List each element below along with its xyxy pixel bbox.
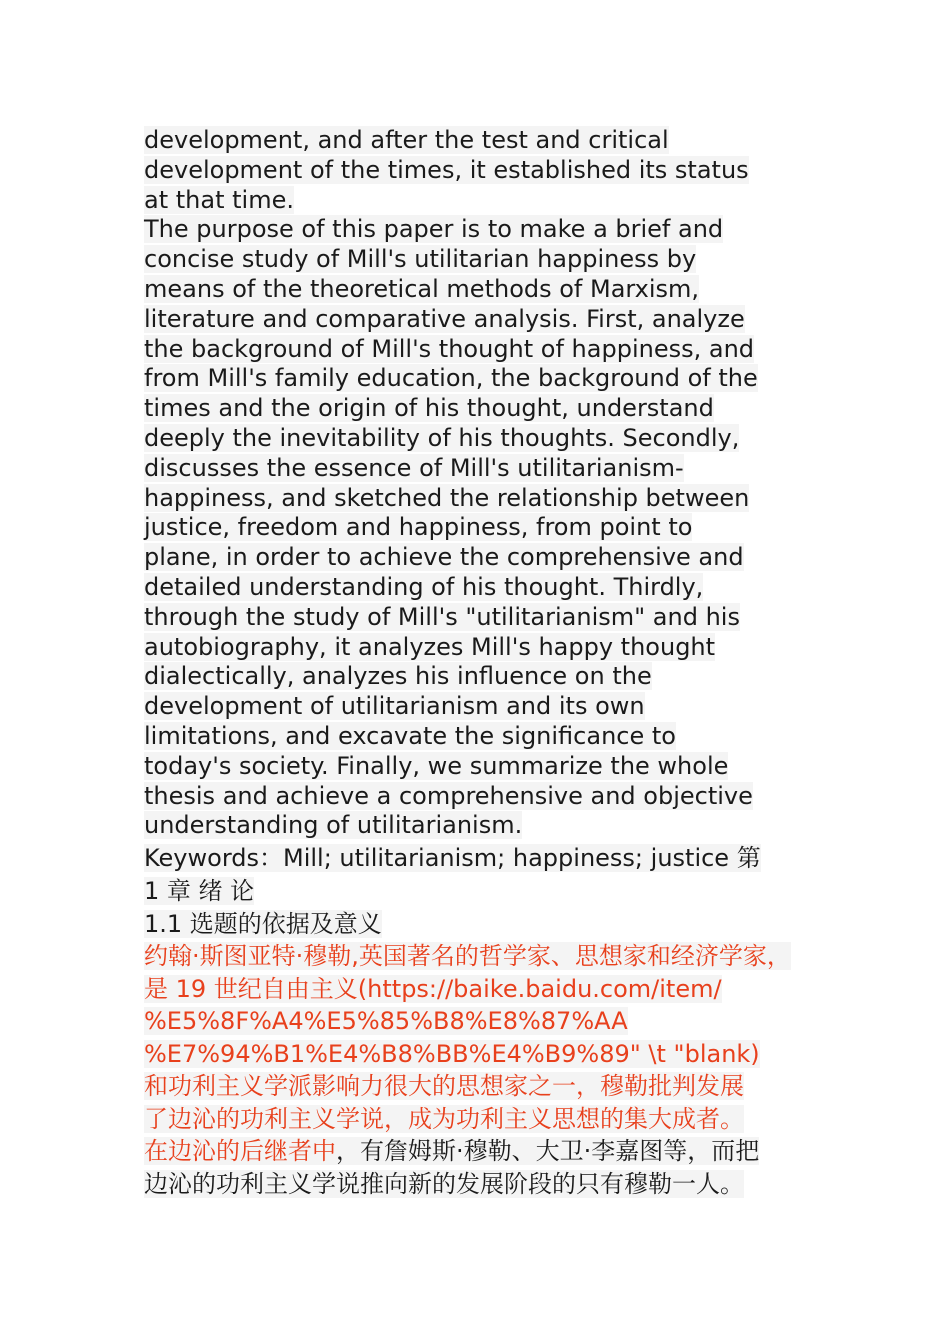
abstract-line: the background of Mill's thought of happiness, and	[144, 334, 755, 363]
abstract-line: means of the theoretical methods of Marxism,	[144, 274, 700, 303]
abstract-line: limitations, and excavate the significance to	[144, 721, 676, 750]
abstract-line: autobiography, it analyzes Mill's happy thought	[144, 632, 716, 661]
chapter-title: 1 章 绪 论	[144, 877, 255, 906]
abstract-line: today's society. Finally, we summarize the whole	[144, 751, 729, 780]
abstract-line: deeply the inevitability of his thoughts. Secondly,	[144, 423, 740, 452]
section-body	[144, 940, 824, 1200]
abstract-line: happiness, and sketched the relationship between	[144, 483, 750, 512]
abstract-line: from Mill's family education, the background of the	[144, 364, 758, 393]
abstract-line: development of the times, it established its status	[144, 155, 749, 184]
body-text: ，有詹姆斯·穆勒、大卫·李嘉图等，而把	[336, 1137, 760, 1166]
abstract-line: development, and after the test and critical	[144, 126, 669, 154]
abstract-line: times and the origin of his thought, understand	[144, 394, 714, 423]
page-content	[144, 126, 824, 1200]
highlighted-text: 在边沁的后继者中	[144, 1137, 336, 1166]
abstract-line: discusses the essence of Mill's utilitarianism-	[144, 453, 684, 482]
paragraph-line: 边沁的功利主义学说推向新的发展阶段的只有穆勒一人。	[144, 1169, 744, 1198]
abstract-line: detailed understanding of his thought. Thirdly,	[144, 572, 704, 601]
highlighted-paragraph-line: 是 19 世纪自由主义(https://baike.baidu.com/item/	[144, 974, 722, 1003]
abstract-line: thesis and achieve a comprehensive and objective	[144, 781, 753, 810]
abstract-line: development of utilitarianism and its own	[144, 692, 645, 721]
highlighted-paragraph-line: 和功利主义学派影响力很大的思想家之一，穆勒批判发展	[144, 1072, 744, 1101]
abstract-line: literature and comparative analysis. First, analyze	[144, 304, 745, 333]
keywords-line: Keywords：Mill; utilitarianism; happiness; justice 第	[144, 844, 761, 873]
highlighted-paragraph-line: %E5%8F%A4%E5%85%B8%E8%87%AA	[144, 1007, 628, 1036]
abstract-line: justice, freedom and happiness, from point to	[144, 513, 693, 542]
abstract-line: plane, in order to achieve the comprehensive and	[144, 543, 744, 572]
abstract-line: through the study of Mill's "utilitarianism" and his	[144, 602, 740, 631]
abstract-line: understanding of utilitarianism.	[144, 811, 523, 840]
abstract-line: at that time.	[144, 185, 294, 214]
highlighted-paragraph-line: %E7%94%B1%E4%B8%BB%E4%B9%89" \t "blank)	[144, 1039, 760, 1068]
highlighted-paragraph-line: 了边沁的功利主义学说，成为功利主义思想的集大成者。	[144, 1104, 744, 1133]
mixed-paragraph-line	[144, 1135, 824, 1168]
highlighted-paragraph-line: 约翰·斯图亚特·穆勒,英国著名的哲学家、思想家和经济学家，	[144, 942, 791, 971]
abstract-line: concise study of Mill's utilitarian happiness by	[144, 245, 697, 274]
abstract-english	[144, 126, 824, 841]
section-heading: 1.1 选题的依据及意义	[144, 909, 382, 938]
abstract-line: The purpose of this paper is to make a brief and	[144, 215, 724, 244]
abstract-line: dialectically, analyzes his influence on the	[144, 662, 652, 691]
